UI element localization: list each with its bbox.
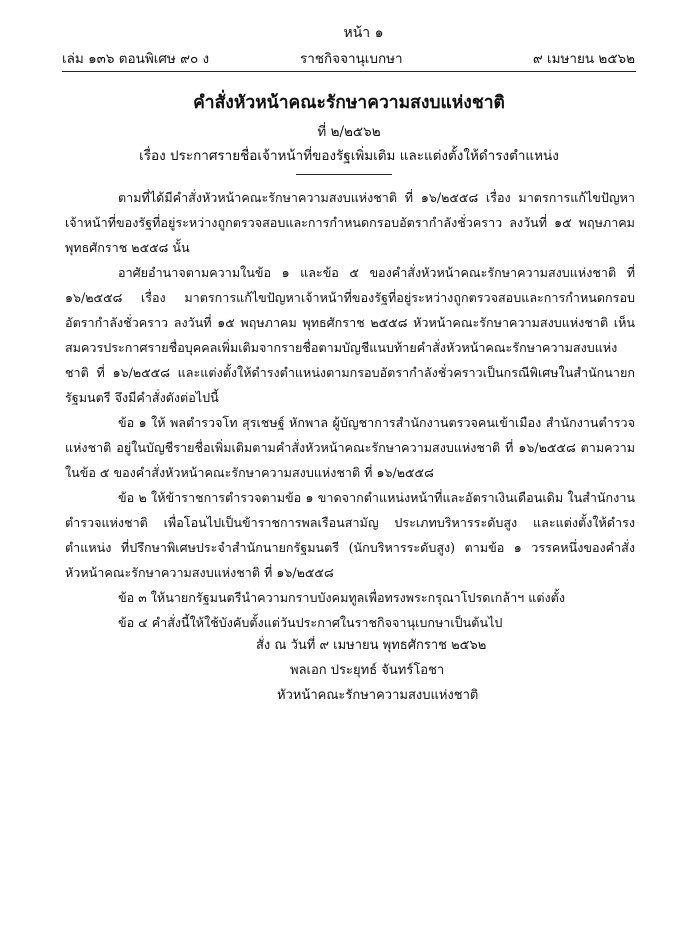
document-number: ที่ ๒/๒๕๖๒ bbox=[317, 124, 381, 140]
paragraph-clause-4: ข้อ ๔ คำสั่งนี้ให้ใช้บังคับตั้งแต่วันประกาศในราชกิจจานุเบกษาเป็นต้นไป bbox=[118, 615, 503, 630]
paragraph-clause-3: ข้อ ๓ ให้นายกรัฐมนตรีนำความกราบบังคมทูลเพื่อทรงพระกรุณาโปรดเกล้าฯ แต่งตั้ง bbox=[118, 590, 566, 605]
volume-info: เล่ม ๑๓๖ ตอนพิเศษ ๙๐ ง bbox=[62, 51, 210, 67]
paragraph-authority: อาศัยอำนาจตามความในข้อ ๑ และข้อ ๕ ของคำสั่งหัวหน้าคณะรักษาความสงบแห่งชาติ ที่ ๑๖/๒๕๕๘ เรื่อง มาตรการแก้ไขปัญหาเจ้าหน้าที่ของรัฐที่อยู่ระหว่างถูกตรวจสอบและการกำหนดกรอบอัตรากำลังชั่วคราว ลงวันที่ ๑๕ พฤษภาคม พุทธศักราช ๒๕๕๘ หัวหน้าคณะรักษาความสงบแห่งชาติ เห็นสมควรประกาศรายชื่อบุคคลเพิ่มเติมจากรายชื่อตามบัญชีแนบท้ายคำสั่งหัวหน้าคณะรักษาความสงบแห่งชาติ ที่ ๑๖/๒๕๕๘ และแต่งตั้งให้ดำรงตำแหน่งตามกรอบอัตรากำลังชั่วคราวเป็นกรณีพิเศษในสำนักนายกรัฐมนตรี จึงมีคำสั่งดังต่อไปนี้ bbox=[65, 265, 635, 405]
page-number: หน้า ๑ bbox=[343, 25, 384, 41]
paragraph-clause-1: ข้อ ๑ ให้ พลตำรวจโท สุรเชษฐ์ หักพาล ผู้บัญชาการสำนักงานตรวจคนเข้าเมือง สำนักงานตำรวจแห่งชาติ อยู่ในบัญชีรายชื่อเพิ่มเติมตามคำสั่งหัวหน้าคณะรักษาความสงบแห่งชาติ ที่ ๑๖/๒๕๕๘ ตามความในข้อ ๕ ของคำสั่งหัวหน้าคณะรักษาความสงบแห่งชาติ ที่ ๑๖/๒๕๕๘ bbox=[65, 415, 635, 480]
document-subject: เรื่อง ประกาศรายชื่อเจ้าหน้าที่ของรัฐเพิ่มเติม และแต่งตั้งให้ดำรงตำแหน่ง bbox=[139, 148, 559, 164]
signer-name: พลเอก ประยุทธ์ จันทร์โอชา bbox=[290, 663, 445, 678]
gazette-name: ราชกิจจานุเบกษา bbox=[300, 51, 403, 67]
subject-underline bbox=[296, 174, 392, 175]
document-title: คำสั่งหัวหน้าคณะรักษาความสงบแห่งชาติ bbox=[193, 93, 505, 113]
signature-date: สั่ง ณ วันที่ ๙ เมษายน พุทธศักราช ๒๕๖๒ bbox=[256, 638, 487, 653]
paragraph-clause-2: ข้อ ๒ ให้ข้าราชการตำรวจตามข้อ ๑ ขาดจากตำแหน่งหน้าที่และอัตราเงินเดือนเดิม ในสำนักงานตำรวจแห่งชาติ เพื่อโอนไปเป็นข้าราชการพลเรือนสามัญ ประเภทบริหารระดับสูง และแต่งตั้งให้ดำรงตำแหน่ง ที่ปรึกษาพิเศษประจำสำนักนายกรัฐมนตรี (นักบริหารระดับสูง) ตามข้อ ๑ วรรคหนึ่งของคำสั่งหัวหน้าคณะรักษาความสงบแห่งชาติ ที่ ๑๖/๒๕๕๘ bbox=[65, 490, 635, 580]
signer-position: หัวหน้าคณะรักษาความสงบแห่งชาติ bbox=[277, 688, 479, 703]
gazette-date: ๙ เมษายน ๒๕๖๒ bbox=[532, 51, 635, 67]
header-divider bbox=[62, 71, 636, 72]
document-body bbox=[65, 185, 635, 635]
paragraph-preamble: ตามที่ได้มีคำสั่งหัวหน้าคณะรักษาความสงบแห่งชาติ ที่ ๑๖/๒๕๕๘ เรื่อง มาตรการแก้ไขปัญหาเจ้าหน้าที่ของรัฐที่อยู่ระหว่างถูกตรวจสอบและการกำหนดกรอบอัตรากำลังชั่วคราว ลงวันที่ ๑๕ พฤษภาคม พุทธศักราช ๒๕๕๘ นั้น bbox=[65, 190, 635, 255]
